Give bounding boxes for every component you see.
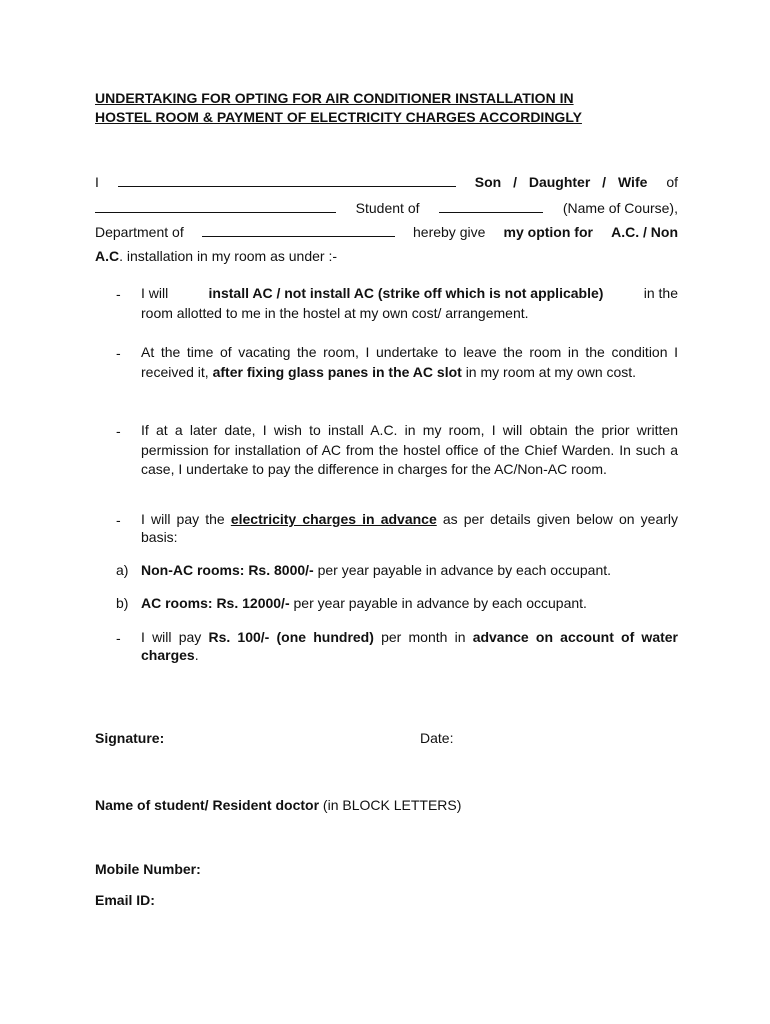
item-b-label: b) <box>116 595 129 611</box>
date-label: Date: <box>420 730 454 746</box>
item-a-label: a) <box>116 562 129 578</box>
relation-label: Son / Daughter / Wife <box>474 174 648 190</box>
item1-text-b: install AC / not install AC (strike off which is not applicable) <box>208 285 604 301</box>
mobile-number-label: Mobile Number: <box>95 861 201 877</box>
item1-text-d: room allotted to me in the hostel at my own cost/ arrangement. <box>141 304 529 321</box>
my-option-for-label: my option for <box>503 224 593 240</box>
ac-non-label: A.C. / Non <box>611 224 678 240</box>
installation-text: . installation in my room as under :- <box>119 248 337 264</box>
hereby-give-label: hereby give <box>413 224 486 240</box>
list-item-5 <box>141 628 678 664</box>
course-blank[interactable] <box>439 198 543 213</box>
document-title <box>95 89 695 127</box>
ac-label: A.C <box>95 248 120 264</box>
item-b-text: per year payable in advance by each occupant. <box>293 595 587 611</box>
of-label: of <box>666 174 678 190</box>
item2-text-a: At the time of vacating the room, I undertake to leave the room in the condition I received it, <box>141 344 678 380</box>
item1-text-c: in the <box>643 285 678 301</box>
list-item-4 <box>141 510 678 546</box>
block-letters-note: (in BLOCK LETTERS) <box>322 797 462 813</box>
item5-text-c: per month in <box>381 629 466 645</box>
parent-name-blank[interactable] <box>95 198 336 213</box>
list-item-1 <box>141 284 678 323</box>
dash-bullet: - <box>116 423 121 439</box>
item4-text-b: electricity charges in advance <box>230 511 437 527</box>
title-line-1: UNDERTAKING FOR OPTING FOR AIR CONDITIONER INSTALLATION IN <box>95 90 574 106</box>
item4-text-c: as per details given below on yearly basis: <box>141 511 679 545</box>
item5-text-d: advance on account of water charges <box>141 629 679 663</box>
item-a-bold: Non-AC rooms: Rs. 8000/- <box>141 562 314 578</box>
dash-bullet: - <box>116 286 121 302</box>
item-b-bold: AC rooms: Rs. 12000/- <box>141 595 290 611</box>
item4-text-a: I will pay the <box>141 511 225 527</box>
item-a-text: per year payable in advance by each occupant. <box>317 562 612 578</box>
intro-line-3 <box>95 222 678 240</box>
list-item-a <box>141 561 611 579</box>
department-of-label: Department of <box>95 224 184 240</box>
intro-line-1 <box>95 172 678 190</box>
item5-text-b: Rs. 100/- (one hundred) <box>208 629 374 645</box>
item5-text-a: I will pay <box>141 629 202 645</box>
student-of-label: Student of <box>355 200 420 216</box>
intro-line-4 <box>95 247 678 265</box>
name-blank[interactable] <box>118 172 456 187</box>
list-item-b <box>141 594 587 612</box>
student-name-field <box>95 796 461 814</box>
dash-bullet: - <box>116 345 121 361</box>
name-of-course-label: (Name of Course), <box>562 200 678 216</box>
list-item-3: If at a later date, I wish to install A.C. in my room, I will obtain the prior written permission for installation of AC from the hostel office of the Chief Warden. In such a case, I undertake to pay the difference in charges for the AC/Non-AC room. <box>141 422 678 477</box>
list-item-2 <box>141 343 678 382</box>
item5-text-e: . <box>194 647 199 663</box>
title-line-2: HOSTEL ROOM & PAYMENT OF ELECTRICITY CHARGES ACCORDINGLY <box>95 109 582 125</box>
item2-text-c: in my room at my own cost. <box>465 363 637 380</box>
dash-bullet: - <box>116 512 121 528</box>
pronoun-i: I <box>95 174 99 190</box>
student-name-label: Name of student/ Resident doctor <box>95 797 320 813</box>
item1-text-a: I will <box>141 285 169 301</box>
email-id-label: Email ID: <box>95 892 155 908</box>
signature-label: Signature: <box>95 730 165 746</box>
intro-line-2 <box>95 198 678 216</box>
department-blank[interactable] <box>202 222 395 237</box>
item2-text-b: after fixing glass panes in the AC slot <box>212 363 462 380</box>
dash-bullet: - <box>116 630 121 646</box>
